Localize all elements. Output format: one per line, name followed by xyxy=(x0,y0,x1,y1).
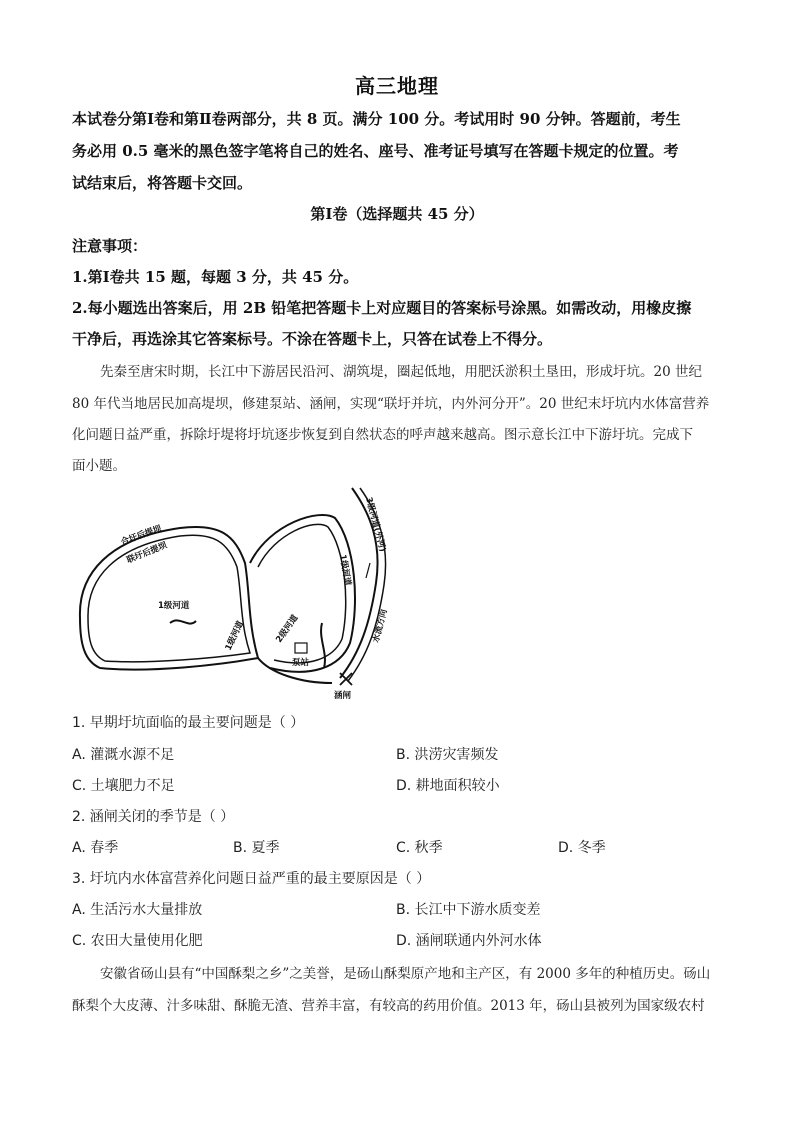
question-2-option-d[interactable]: D. 冬季 xyxy=(558,840,606,856)
question-2-option-c[interactable]: C. 秋季 xyxy=(396,840,443,856)
passage1-line-1: 先秦至唐宋时期，长江中下游居民沿河、湖筑堤，圈起低地，用肥沃淤积土垦田，形成圩坑。20 世纪 xyxy=(100,364,702,380)
polder-map xyxy=(70,483,420,703)
notice-2: 2.每小题选出答案后，用 2B 铅笔把答题卡上对应题目的答案标号涂黑。如需改动，用橡皮擦 xyxy=(72,299,692,317)
label-levee-1: 合圩后提坝 xyxy=(119,523,163,548)
intro-line-1: 本试卷分第Ⅰ卷和第Ⅱ卷两部分，共 8 页。满分 100 分。考试用时 90 分钟。答题前，考生 xyxy=(72,110,681,128)
label-river-left: 1级河道 xyxy=(158,601,190,611)
label-sluice: 涵闸 xyxy=(334,691,352,701)
intro-line-2: 务必用 0.5 毫米的黑色签字笔将自己的姓名、座号、准考证号填写在答题卡规定的位置。考 xyxy=(72,142,679,160)
question-3-option-b[interactable]: B. 长江中下游水质变差 xyxy=(396,902,541,918)
label-river-mid: 1级河道 xyxy=(223,619,246,653)
label-river-outer: 3级河道(外河) xyxy=(363,496,388,554)
question-2-option-b[interactable]: B. 夏季 xyxy=(233,840,280,856)
question-2-option-a[interactable]: A. 春季 xyxy=(72,840,119,856)
intro-line-3: 试结束后，将答题卡交回。 xyxy=(72,174,253,192)
notice-title: 注意事项： xyxy=(72,237,148,255)
notice-3: 干净后，再选涂其它答案标号。不涂在答题卡上，只答在试卷上不得分。 xyxy=(72,330,553,348)
label-pump: 泵站 xyxy=(292,658,310,668)
question-3-option-a[interactable]: A. 生活污水大量排放 xyxy=(72,902,203,918)
page-title: 高三地理 xyxy=(355,74,439,98)
question-3-option-c[interactable]: C. 农田大量使用化肥 xyxy=(72,933,203,949)
passage2-line-2: 酥梨个大皮薄、汁多味甜、酥脆无渣、营养丰富，有较高的药用价值。2013 年，砀山县被列为国家级农村 xyxy=(72,998,705,1014)
passage1-line-3: 化问题日益严重，拆除圩堤将圩坑逐步恢复到自然状态的呼声越来越高。图示意长江中下游圩坑。完成下 xyxy=(72,427,693,443)
question-1-stem: 1. 早期圩坑面临的最主要问题是（ ） xyxy=(72,715,305,731)
question-3-option-d[interactable]: D. 涵闸联通内外河水体 xyxy=(396,933,542,949)
question-1-option-b[interactable]: B. 洪涝灾害频发 xyxy=(396,747,499,763)
notice-1: 1.第Ⅰ卷共 15 题，每题 3 分，共 45 分。 xyxy=(72,268,359,286)
question-1-option-d[interactable]: D. 耕地面积较小 xyxy=(396,778,500,794)
label-levee-2: 联圩后提坝 xyxy=(125,540,169,566)
section-title: 第Ⅰ卷（选择题共 45 分） xyxy=(310,205,484,223)
question-2-stem: 2. 涵闸关闭的季节是（ ） xyxy=(72,809,235,825)
question-3-stem: 3. 圩坑内水体富营养化问题日益严重的最主要原因是（ ） xyxy=(72,871,431,887)
passage1-line-4: 面小题。 xyxy=(72,458,126,474)
label-river-right: 1级河道 xyxy=(337,553,353,587)
question-1-option-a[interactable]: A. 灌溉水源不足 xyxy=(72,747,175,763)
label-river-small: 2级河道 xyxy=(274,613,301,645)
passage2-line-1: 安徽省砀山县有“中国酥梨之乡”之美誉，是砀山酥梨原产地和主产区，有 2000 多年的种植历史。砀山 xyxy=(100,966,711,982)
label-flow: 水流方向 xyxy=(371,608,390,644)
passage1-line-2: 80 年代当地居民加高堤坝，修建泵站、涵闸，实现“联圩并坑，内外河分开”。20 世纪末圩坑内水体富营养 xyxy=(72,396,710,412)
question-1-option-c[interactable]: C. 土壤肥力不足 xyxy=(72,778,175,794)
